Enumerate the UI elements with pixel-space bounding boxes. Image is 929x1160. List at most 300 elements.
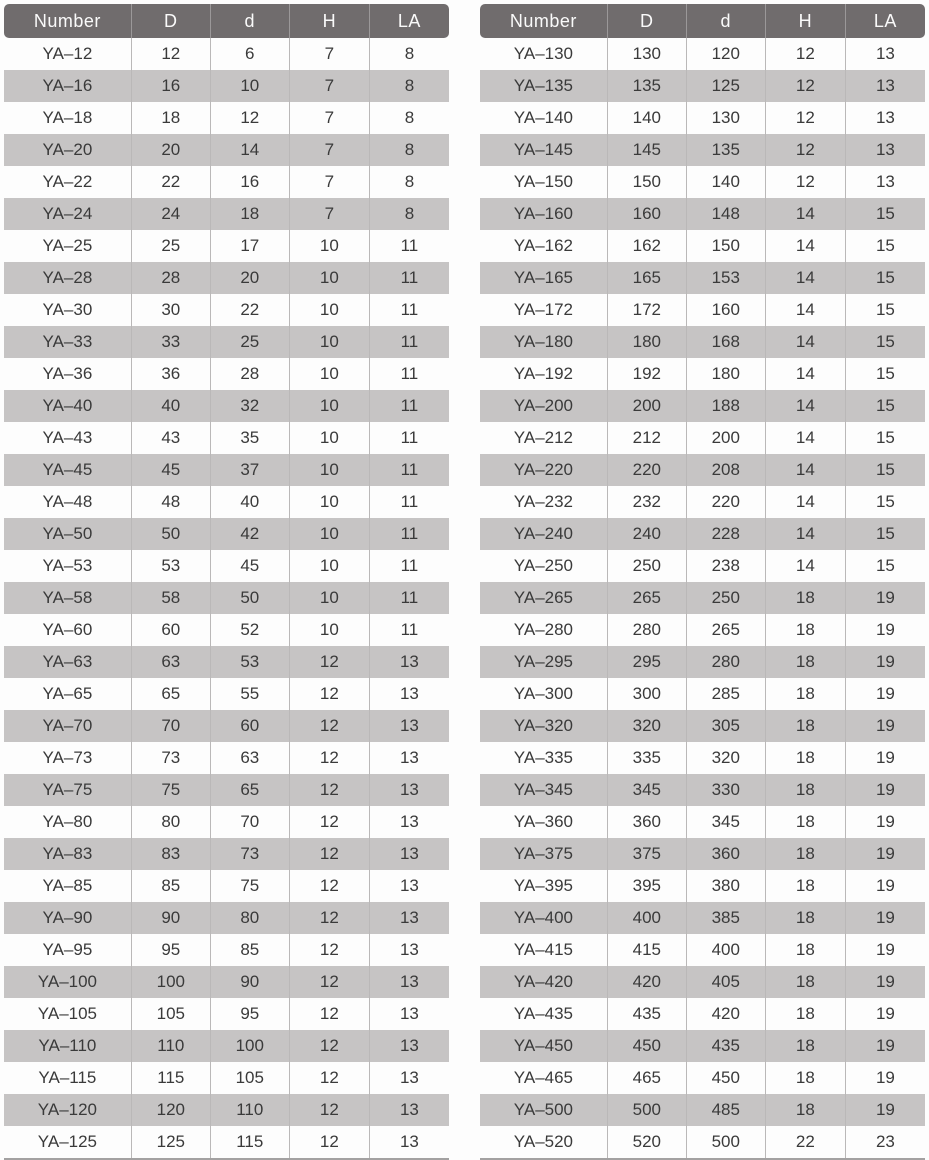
table-cell: 19: [845, 646, 925, 678]
table-cell: 15: [845, 390, 925, 422]
table-cell: YA–83: [42, 844, 93, 863]
table-row: [4, 902, 449, 934]
table-cell: 115: [131, 1062, 210, 1094]
table-cell: 13: [845, 166, 925, 198]
table-row: [4, 742, 449, 774]
table-cell: 19: [845, 1062, 925, 1094]
table-cell: 320: [607, 710, 686, 742]
table-cell: 12: [289, 646, 369, 678]
table-cell: 115: [210, 1126, 289, 1158]
table-row: [480, 1062, 925, 1094]
table-cell: 60: [210, 710, 289, 742]
table-cell: 405: [686, 966, 765, 998]
table-cell: 13: [369, 678, 449, 710]
table-cell: 11: [369, 390, 449, 422]
table-cell: 212: [607, 422, 686, 454]
table-cell: 300: [607, 678, 686, 710]
table-cell: 12: [289, 966, 369, 998]
table-cell: 13: [845, 134, 925, 166]
table-cell: 14: [765, 198, 845, 230]
table-cell: 295: [607, 646, 686, 678]
table-cell: YA–250: [513, 556, 574, 575]
table-cell: 6: [210, 38, 289, 70]
table-cell: 73: [210, 838, 289, 870]
table-cell: YA–400: [513, 908, 574, 927]
table-cell: 12: [765, 134, 845, 166]
table-cell: 15: [845, 198, 925, 230]
table-cell: 395: [607, 870, 686, 902]
table-cell: 168: [686, 326, 765, 358]
table-cell: 83: [131, 838, 210, 870]
table-cell: 50: [210, 582, 289, 614]
table-cell: 17: [210, 230, 289, 262]
table-cell: 14: [765, 422, 845, 454]
table-cell: 80: [131, 806, 210, 838]
table-cell: 45: [131, 454, 210, 486]
table-row: [4, 806, 449, 838]
table-cell: 12: [765, 38, 845, 70]
column-header: D: [607, 4, 686, 38]
table-cell: 11: [369, 230, 449, 262]
table-cell: YA–48: [42, 492, 93, 511]
table-cell: 10: [289, 550, 369, 582]
table-cell: 19: [845, 774, 925, 806]
table-row: [480, 166, 925, 198]
table-cell: 265: [607, 582, 686, 614]
table-cell: YA–80: [42, 812, 93, 831]
table-row: [4, 710, 449, 742]
table-cell: 18: [765, 614, 845, 646]
table-cell: 162: [607, 230, 686, 262]
table-cell: 13: [369, 838, 449, 870]
table-cell: YA–18: [42, 108, 93, 127]
table-row: [4, 998, 449, 1030]
table-cell: 19: [845, 966, 925, 998]
table-cell: YA–36: [42, 364, 93, 383]
table-cell: 19: [845, 870, 925, 902]
table-row: [4, 262, 449, 294]
table-cell: 60: [131, 614, 210, 646]
table-cell: 105: [210, 1062, 289, 1094]
table-cell: 320: [686, 742, 765, 774]
table-cell: 130: [607, 38, 686, 70]
table-cell: 85: [210, 934, 289, 966]
table-cell: 16: [131, 70, 210, 102]
table-cell: 16: [210, 166, 289, 198]
table-row: [480, 326, 925, 358]
table-cell: 12: [289, 1062, 369, 1094]
table-cell: 135: [686, 134, 765, 166]
table-cell: 63: [210, 742, 289, 774]
table-cell: 110: [131, 1030, 210, 1062]
table-cell: 20: [131, 134, 210, 166]
table-cell: 53: [210, 646, 289, 678]
table-cell: 14: [765, 326, 845, 358]
table-cell: YA–16: [42, 76, 93, 95]
table-cell: YA–100: [37, 972, 98, 991]
table-row: [480, 70, 925, 102]
table-cell: 520: [607, 1126, 686, 1158]
table-cell: 15: [845, 518, 925, 550]
table-cell: 265: [686, 614, 765, 646]
table-cell: 10: [289, 294, 369, 326]
table-row: [4, 518, 449, 550]
table-cell: YA–500: [513, 1100, 574, 1119]
table-cell: 22: [131, 166, 210, 198]
table-row: [480, 518, 925, 550]
table-cell: 14: [765, 486, 845, 518]
table-cell: 360: [686, 838, 765, 870]
dimension-table-right: [480, 4, 925, 1160]
table-row: [4, 774, 449, 806]
table-cell: 465: [607, 1062, 686, 1094]
table-cell: 7: [289, 38, 369, 70]
table-cell: 11: [369, 422, 449, 454]
table-cell: 330: [686, 774, 765, 806]
table-cell: YA–125: [37, 1132, 98, 1151]
table-cell: YA–172: [513, 300, 574, 319]
table-cell: YA–335: [513, 748, 574, 767]
table-row: [480, 230, 925, 262]
table-cell: 345: [607, 774, 686, 806]
table-cell: YA–360: [513, 812, 574, 831]
table-cell: 15: [845, 262, 925, 294]
table-row: [4, 326, 449, 358]
table-cell: 180: [607, 326, 686, 358]
column-header: D: [131, 4, 210, 38]
table-cell: 12: [765, 102, 845, 134]
table-cell: 19: [845, 1094, 925, 1126]
table-cell: 18: [765, 646, 845, 678]
table-row: [480, 294, 925, 326]
table-cell: YA–220: [513, 460, 574, 479]
table-cell: 28: [131, 262, 210, 294]
table-row: [480, 966, 925, 998]
table-cell: 12: [210, 102, 289, 134]
table-cell: 120: [686, 38, 765, 70]
table-row: [4, 582, 449, 614]
table-cell: YA–115: [38, 1068, 97, 1087]
table-cell: 360: [607, 806, 686, 838]
table-row: [480, 614, 925, 646]
table-cell: 12: [289, 934, 369, 966]
table-cell: 75: [210, 870, 289, 902]
table-cell: 19: [845, 838, 925, 870]
table-cell: 28: [210, 358, 289, 390]
table-cell: YA–145: [513, 140, 574, 159]
table-row: [4, 198, 449, 230]
table-cell: 65: [210, 774, 289, 806]
table-row: [480, 582, 925, 614]
table-cell: 33: [131, 326, 210, 358]
table-row: [480, 710, 925, 742]
table-cell: 11: [369, 582, 449, 614]
table-cell: 90: [131, 902, 210, 934]
table-cell: YA–58: [42, 588, 93, 607]
table-row: [4, 678, 449, 710]
table-cell: 12: [289, 1094, 369, 1126]
table-cell: 12: [765, 166, 845, 198]
table-cell: YA–520: [513, 1132, 574, 1151]
table-cell: 35: [210, 422, 289, 454]
table-cell: 150: [686, 230, 765, 262]
table-cell: 95: [210, 998, 289, 1030]
table-cell: 208: [686, 454, 765, 486]
table-cell: 18: [210, 198, 289, 230]
table-cell: 15: [845, 358, 925, 390]
table-cell: 12: [289, 902, 369, 934]
table-cell: 172: [607, 294, 686, 326]
column-header: d: [210, 4, 289, 38]
table-row: [480, 454, 925, 486]
table-cell: 10: [289, 262, 369, 294]
table-cell: YA–24: [42, 204, 93, 223]
table-row: [4, 870, 449, 902]
table-cell: 14: [765, 358, 845, 390]
table-cell: 13: [369, 742, 449, 774]
table-cell: 19: [845, 1030, 925, 1062]
table-cell: 14: [765, 262, 845, 294]
table-cell: 10: [289, 614, 369, 646]
table-cell: 58: [131, 582, 210, 614]
table-cell: YA–53: [42, 556, 93, 575]
table-cell: 250: [607, 550, 686, 582]
table-cell: 12: [289, 870, 369, 902]
table-cell: YA–395: [513, 876, 574, 895]
table-cell: 285: [686, 678, 765, 710]
column-header: H: [765, 4, 845, 38]
table-cell: 15: [845, 230, 925, 262]
table-cell: 12: [289, 742, 369, 774]
table-cell: YA–200: [513, 396, 574, 415]
table-cell: YA–12: [42, 44, 93, 63]
table-cell: 200: [607, 390, 686, 422]
table-cell: 8: [369, 166, 449, 198]
table-row: [4, 1062, 449, 1094]
table-cell: 12: [289, 710, 369, 742]
table-row: [480, 806, 925, 838]
table-cell: YA–265: [513, 588, 574, 607]
table-cell: 125: [131, 1126, 210, 1158]
table-cell: 13: [369, 902, 449, 934]
table-row: [480, 998, 925, 1030]
table-cell: 12: [289, 1126, 369, 1158]
table-cell: 18: [765, 582, 845, 614]
table-cell: 11: [369, 326, 449, 358]
table-cell: 18: [765, 838, 845, 870]
table-cell: 13: [369, 998, 449, 1030]
table-cell: YA–90: [42, 908, 93, 927]
table-row: [480, 1030, 925, 1062]
table-cell: YA–85: [42, 876, 93, 895]
table-cell: 12: [289, 1030, 369, 1062]
table-cell: 120: [131, 1094, 210, 1126]
table-cell: 280: [686, 646, 765, 678]
table-cell: 15: [845, 550, 925, 582]
table-cell: 18: [765, 902, 845, 934]
table-cell: 75: [131, 774, 210, 806]
table-row: [4, 838, 449, 870]
table-cell: YA–212: [513, 428, 574, 447]
table-cell: YA–30: [42, 300, 93, 319]
table-cell: 220: [686, 486, 765, 518]
table-cell: YA–120: [37, 1100, 98, 1119]
table-cell: 10: [289, 582, 369, 614]
table-cell: 10: [289, 518, 369, 550]
table-cell: 11: [369, 358, 449, 390]
table-cell: 14: [765, 454, 845, 486]
table-row: [4, 614, 449, 646]
table-cell: 22: [210, 294, 289, 326]
table-row: [4, 38, 449, 70]
table-cell: YA–50: [42, 524, 93, 543]
column-header: LA: [845, 4, 925, 38]
table-cell: 23: [845, 1126, 925, 1158]
table-cell: YA–70: [42, 716, 93, 735]
table-cell: 435: [686, 1030, 765, 1062]
table-cell: 65: [131, 678, 210, 710]
table-cell: 7: [289, 198, 369, 230]
table-cell: 19: [845, 806, 925, 838]
table-cell: 232: [607, 486, 686, 518]
table-row: [4, 422, 449, 454]
table-cell: 14: [765, 230, 845, 262]
table-cell: 400: [607, 902, 686, 934]
table-cell: 160: [607, 198, 686, 230]
table-cell: YA–160: [513, 204, 574, 223]
table-cell: 32: [210, 390, 289, 422]
table-header-row: [4, 4, 449, 38]
table-cell: 250: [686, 582, 765, 614]
table-cell: 19: [845, 742, 925, 774]
table-cell: 95: [131, 934, 210, 966]
table-cell: 22: [765, 1126, 845, 1158]
table-row: [4, 966, 449, 998]
table-cell: 70: [210, 806, 289, 838]
table-cell: 7: [289, 166, 369, 198]
table-cell: 10: [289, 326, 369, 358]
table-row: [4, 358, 449, 390]
table-cell: 18: [765, 678, 845, 710]
table-cell: 18: [765, 966, 845, 998]
table-cell: 10: [289, 454, 369, 486]
table-cell: 145: [607, 134, 686, 166]
table-row: [4, 486, 449, 518]
table-cell: YA–232: [513, 492, 574, 511]
column-header: Number: [33, 10, 101, 31]
table-cell: 14: [765, 518, 845, 550]
table-cell: 375: [607, 838, 686, 870]
table-row: [480, 550, 925, 582]
table-cell: 18: [765, 806, 845, 838]
table-cell: 12: [131, 38, 210, 70]
table-cell: YA–130: [513, 44, 574, 63]
table-cell: 13: [369, 710, 449, 742]
table-cell: 10: [210, 70, 289, 102]
table-cell: 240: [607, 518, 686, 550]
table-row: [480, 358, 925, 390]
table-cell: YA–65: [42, 684, 93, 703]
table-row: [4, 230, 449, 262]
table-cell: 305: [686, 710, 765, 742]
table-cell: 50: [131, 518, 210, 550]
table-cell: 200: [686, 422, 765, 454]
table-cell: 18: [765, 742, 845, 774]
table-cell: 18: [765, 710, 845, 742]
table-row: [480, 678, 925, 710]
table-cell: YA–45: [42, 460, 93, 479]
table-cell: YA–435: [513, 1004, 574, 1023]
table-cell: 48: [131, 486, 210, 518]
table-cell: 19: [845, 902, 925, 934]
table-cell: 8: [369, 198, 449, 230]
table-cell: 150: [607, 166, 686, 198]
table-cell: 153: [686, 262, 765, 294]
table-cell: 485: [686, 1094, 765, 1126]
table-cell: 18: [765, 998, 845, 1030]
table-cell: 188: [686, 390, 765, 422]
table-cell: 13: [369, 1094, 449, 1126]
table-cell: 380: [686, 870, 765, 902]
table-cell: 500: [686, 1126, 765, 1158]
table-cell: YA–25: [42, 236, 93, 255]
table-row: [480, 38, 925, 70]
table-cell: 400: [686, 934, 765, 966]
table-cell: 13: [369, 646, 449, 678]
table-cell: 15: [845, 422, 925, 454]
table-cell: 14: [765, 390, 845, 422]
table-row: [480, 742, 925, 774]
table-cell: YA–135: [513, 76, 574, 95]
table-cell: 15: [845, 454, 925, 486]
table-cell: 52: [210, 614, 289, 646]
table-cell: 25: [210, 326, 289, 358]
table-cell: 160: [686, 294, 765, 326]
table-cell: YA–33: [42, 332, 93, 351]
table-row: [480, 838, 925, 870]
table-cell: YA–345: [513, 780, 574, 799]
table-cell: 7: [289, 70, 369, 102]
table-cell: 19: [845, 934, 925, 966]
table-cell: 12: [289, 998, 369, 1030]
table-cell: 53: [131, 550, 210, 582]
table-cell: YA–140: [513, 108, 574, 127]
table-cell: 135: [607, 70, 686, 102]
table-row: [480, 262, 925, 294]
column-header: LA: [369, 4, 449, 38]
table-row: [480, 102, 925, 134]
table-cell: YA–375: [513, 844, 574, 863]
column-header: H: [289, 4, 369, 38]
table-row: [480, 870, 925, 902]
table-cell: YA–110: [38, 1036, 97, 1055]
table-row: [4, 1094, 449, 1126]
table-cell: 14: [765, 550, 845, 582]
table-cell: 8: [369, 102, 449, 134]
table-cell: 11: [369, 614, 449, 646]
table-cell: YA–75: [42, 780, 93, 799]
dimension-table-left: [4, 4, 449, 1160]
table-row: [480, 646, 925, 678]
table-cell: 15: [845, 326, 925, 358]
table-cell: YA–240: [513, 524, 574, 543]
table-cell: 345: [686, 806, 765, 838]
table-cell: 11: [369, 550, 449, 582]
table-cell: YA–63: [42, 652, 93, 671]
column-header: d: [686, 4, 765, 38]
table-cell: 11: [369, 294, 449, 326]
table-cell: 19: [845, 614, 925, 646]
